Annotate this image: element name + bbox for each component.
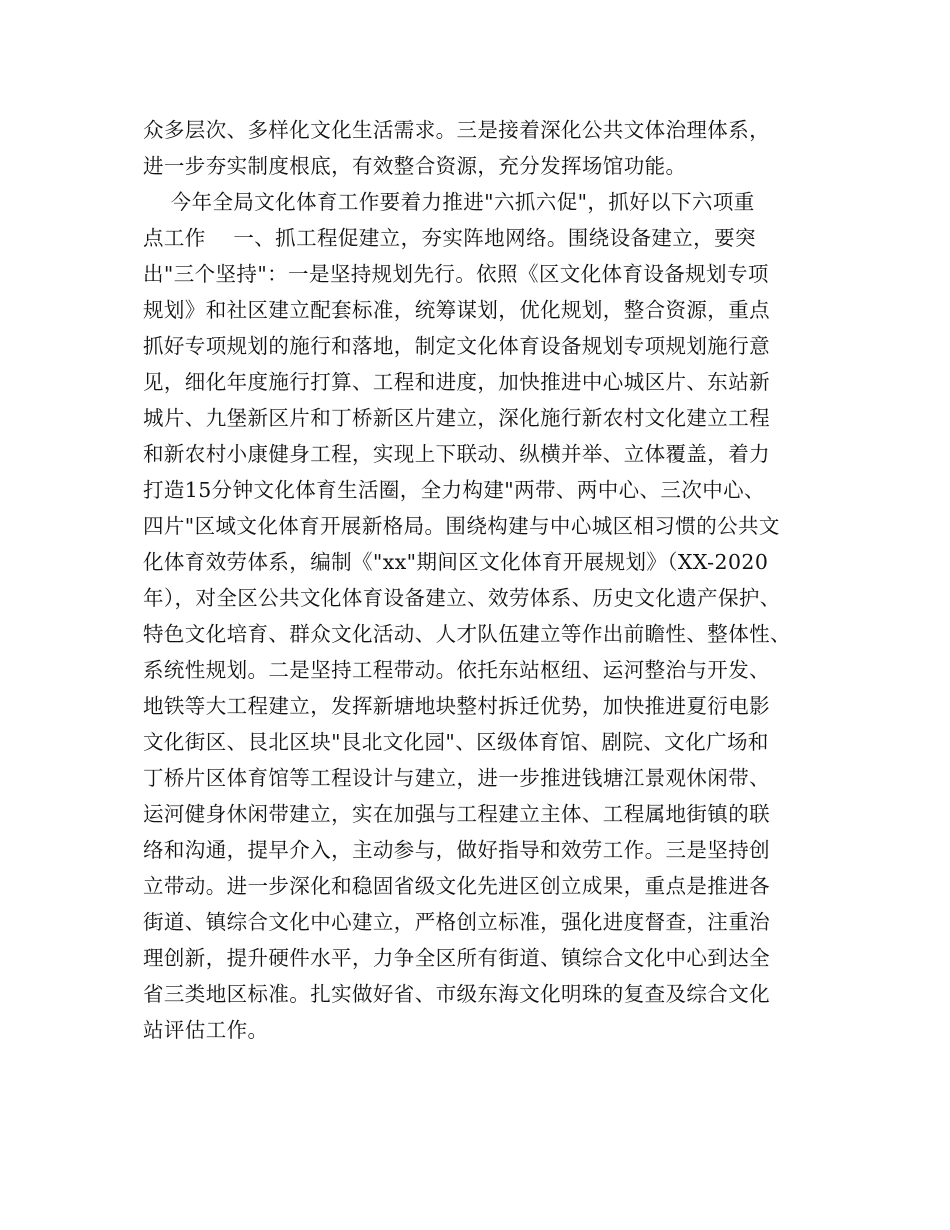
text-line: 众多层次、多样化文化生活需求。三是接着深化公共文体治理体系， [143,118,770,142]
text-line: 规划》和社区建立配套标准，统筹谋划，优化规划，整合资源，重点 [143,298,770,322]
text-line: 络和沟通，提早介入，主动参与，做好指导和效劳工作。三是坚持创 [143,838,770,862]
text-line: 见，细化年度施行打算、工程和进度，加快推进中心城区片、东站新 [143,370,770,394]
text-line: 特色文化培育、群众文化活动、人才队伍建立等作出前瞻性、整体性、 [143,622,791,646]
text-line: 抓好专项规划的施行和落地，制定文化体育设备规划专项规划施行意 [143,334,770,358]
text-line: 系统性规划。二是坚持工程带动。依托东站枢纽、运河整治与开发、 [143,658,770,682]
text-line: 进一步夯实制度根底，有效整合资源，充分发挥场馆功能。 [143,154,687,178]
text-line: 丁桥片区体育馆等工程设计与建立，进一步推进钱塘江景观休闲带、 [143,766,770,790]
text-line: 和新农村小康健身工程，实现上下联动、纵横并举、立体覆盖，着力 [143,442,770,466]
text-line: 化体育效劳体系，编制《"xx"期间区文化体育开展规划》（XX-2020 [143,550,769,574]
text-line: 文化街区、艮北区块"艮北文化园"、区级体育馆、剧院、文化广场和 [143,730,769,754]
text-line: 省三类地区标准。扎实做好省、市级东海文化明珠的复查及综合文化 [143,982,770,1006]
text-line: 运河健身休闲带建立，实在加强与工程建立主体、工程属地街镇的联 [143,802,770,826]
text-line: 立带动。进一步深化和稳固省级文化先进区创立成果，重点是推进各 [143,874,770,898]
body-text [143,112,823,1048]
text-line: 四片"区域文化体育开展新格局。围绕构建与中心城区相习惯的公共文 [143,514,780,538]
text-line: 理创新，提升硬件水平，力争全区所有街道、镇综合文化中心到达全 [143,946,770,970]
text-line: 今年全局文化体育工作要着力推进"六抓六促"，抓好以下六项重 [143,190,755,214]
text-line: 地铁等大工程建立，发挥新塘地块整村拆迁优势，加快推进夏衍电影 [143,694,770,718]
text-line: 街道、镇综合文化中心建立，严格创立标准，强化进度督查，注重治 [143,910,770,934]
text-line: 点工作 一、抓工程促建立，夯实阵地网络。围绕设备建立，要突 [143,226,756,250]
text-line: 年），对全区公共文化体育设备建立、效劳体系、历史文化遗产保护、 [143,586,781,610]
text-line: 打造15分钟文化体育生活圈，全力构建"两带、两中心、三次中心、 [143,478,765,502]
text-line: 城片、九堡新区片和丁桥新区片建立，深化施行新农村文化建立工程 [143,406,770,430]
text-line: 站评估工作。 [143,1018,269,1042]
text-line: 出"三个坚持"：一是坚持规划先行。依照《区文化体育设备规划专项 [143,262,769,286]
